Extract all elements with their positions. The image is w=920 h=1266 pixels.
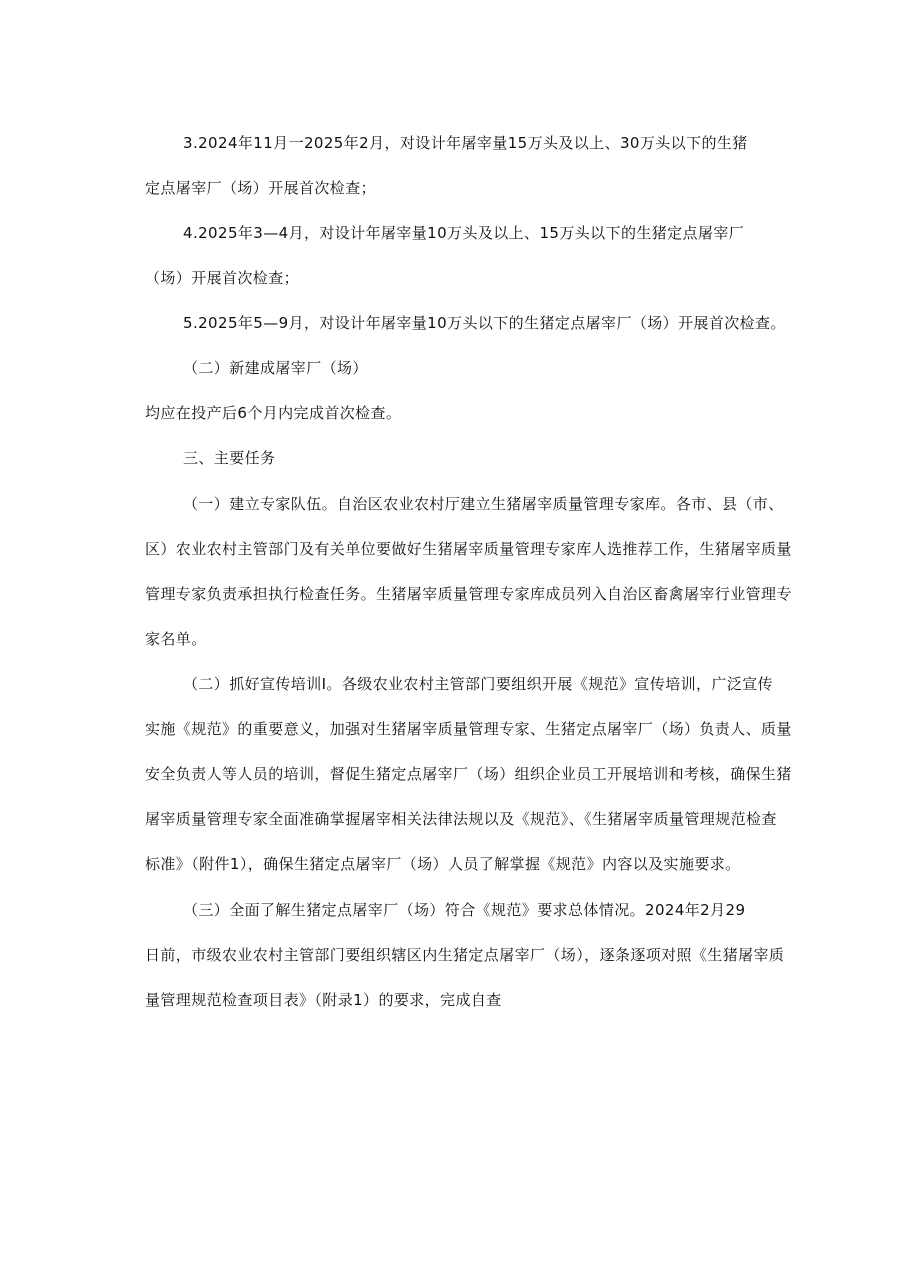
paragraph-line-3: 4.2025年3—4月，对设计年屠宰量10万头及以上、15万头以下的生猪定点屠宰厂 [183,224,745,242]
paragraph-line-2: 定点屠宰厂（场）开展首次检查； [145,179,377,197]
paragraph-line-5: 5.2025年5—9月，对设计年屠宰量10万头以下的生猪定点屠宰厂（场）开展首次检查。 [183,314,786,332]
paragraph-line-20: 量管理规范检查项目表》（附录1）的要求，完成自查 [145,991,502,1009]
paragraph-line-15: 安全负责人等人员的培训，督促生猪定点屠宰厂（场）组织企业员工开展培训和考核，确保生猪 [145,765,792,783]
paragraph-line-19: 日前，市级农业农村主管部门要组织辖区内生猪定点屠宰厂（场），逐条逐项对照《生猪屠宰质 [145,946,785,964]
section-subheading-new-plants: （二）新建成屠宰厂（场） [183,359,368,377]
paragraph-line-17: 标准》（附件1），确保生猪定点屠宰厂（场）人员了解掌握《规范》内容以及实施要求。 [145,855,741,873]
paragraph-line-16: 屠宰质量管理专家全面准确掌握屠宰相关法律法规以及《规范》、《生猪屠宰质量管理规范检查 [145,810,777,828]
paragraph-line-7: 均应在投产后6个月内完成首次检查。 [145,404,402,422]
paragraph-line-11: 管理专家负责承担执行检查任务。生猪屠宰质量管理专家库成员列入自治区畜禽屠宰行业管理专 [145,585,792,603]
paragraph-line-10: 区）农业农村主管部门及有关单位要做好生猪屠宰质量管理专家库人选推荐工作，生猪屠宰质量 [145,540,792,558]
paragraph-line-18: （三）全面了解生猪定点屠宰厂（场）符合《规范》要求总体情况。2024年2月29 [183,901,746,919]
paragraph-line-13: （二）抓好宣传培训I。各级农业农村主管部门要组织开展《规范》宣传培训，广泛宣传 [183,675,774,693]
section-heading-main-tasks: 三、主要任务 [183,449,276,467]
paragraph-line-1: 3.2024年11月一2025年2月，对设计年屠宰量15万头及以上、30万头以下的生猪 [183,134,748,152]
paragraph-line-4: （场）开展首次检查； [145,269,300,287]
paragraph-line-14: 实施《规范》的重要意义，加强对生猪屠宰质量管理专家、生猪定点屠宰厂（场）负责人、质量 [145,720,792,738]
paragraph-line-12: 家名单。 [145,630,207,648]
paragraph-line-9: （一）建立专家队伍。自治区农业农村厅建立生猪屠宰质量管理专家库。各市、县（市、 [183,495,784,513]
